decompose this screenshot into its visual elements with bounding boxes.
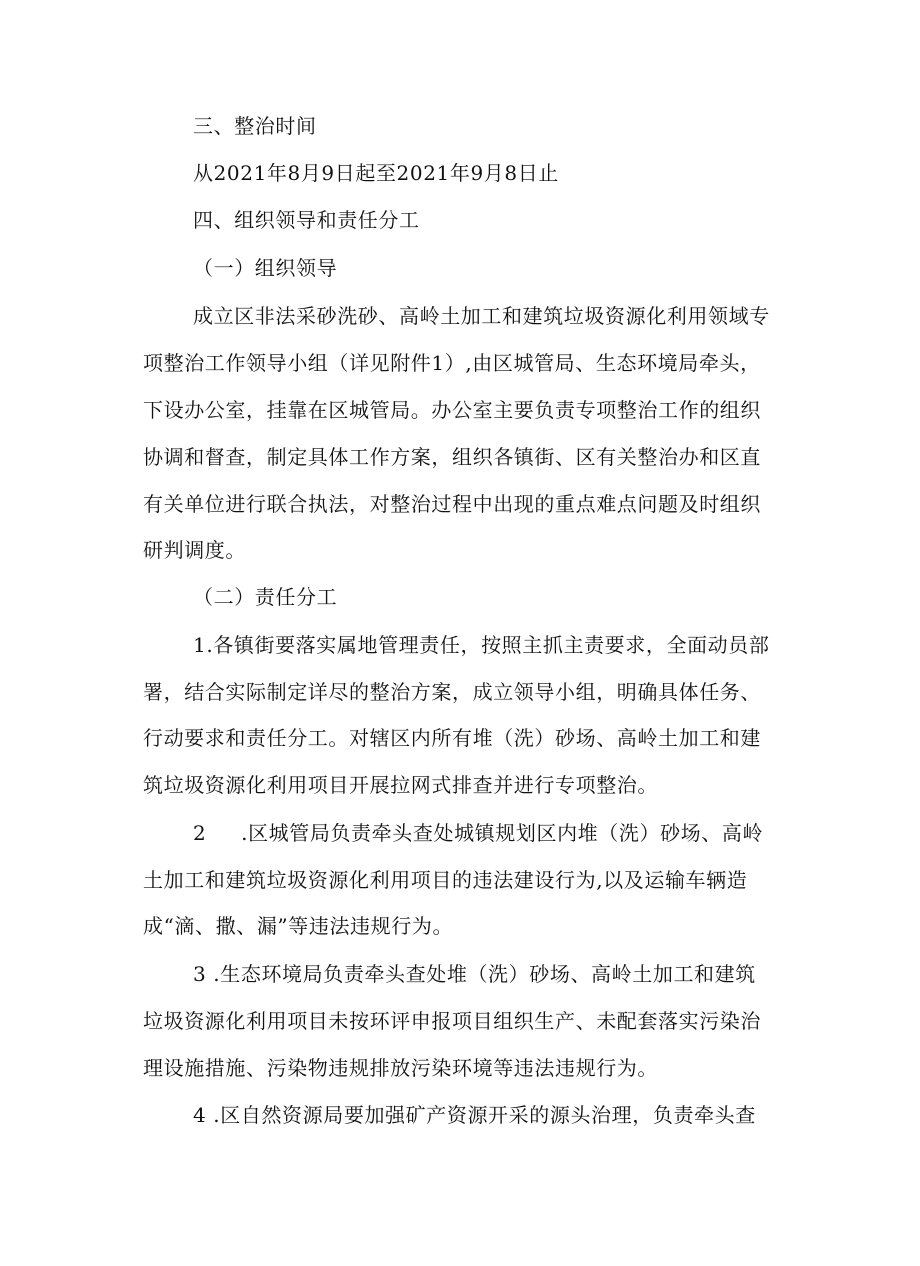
subsection-heading-2: （二）责任分工 bbox=[193, 585, 338, 609]
paragraph-line: 成立区非法采砂洗砂、高岭土加工和建筑垃圾资源化利用领域专 bbox=[193, 304, 770, 328]
section-heading-3: 三、整治时间 bbox=[193, 114, 317, 138]
paragraph-line: 1.各镇街要落实属地管理责任，按照主抓主责要求，全面动员部 bbox=[193, 633, 770, 657]
paragraph-line: 署，结合实际制定详尽的整治方案，成立领导小组，明确具体任务、 bbox=[143, 680, 761, 704]
paragraph-line: 协调和督查，制定具体工作方案，组织各镇街、区有关整治办和区直 bbox=[143, 445, 761, 469]
paragraph-line: 从2021年8月9日起至2021年9月8日止 bbox=[193, 161, 559, 185]
paragraph-line: 土加工和建筑垃圾资源化利用项目的违法建设行为,以及运输车辆造 bbox=[143, 868, 748, 892]
paragraph-line: 筑垃圾资源化利用项目开展拉网式排查并进行专项整治。 bbox=[143, 773, 658, 797]
subsection-heading-1: （一）组织领导 bbox=[193, 256, 338, 280]
paragraph-line: 有关单位进行联合执法，对整治过程中出现的重点难点问题及时组织 bbox=[143, 492, 761, 516]
paragraph-line: 2 .区城管局负责牵头查处城镇规划区内堆（洗）砂场、高岭 bbox=[193, 821, 764, 845]
paragraph-line: 行动要求和责任分工。对辖区内所有堆（洗）砂场、高岭土加工和建 bbox=[143, 726, 761, 750]
paragraph-line: 下设办公室，挂靠在区城管局。办公室主要负责专项整治工作的组织 bbox=[143, 398, 761, 422]
paragraph-line: 项整治工作领导小组（详见附件1）,由区城管局、生态环境局牵头， bbox=[143, 351, 761, 375]
section-heading-4: 四、组织领导和责任分工 bbox=[193, 208, 420, 232]
paragraph-line: 3 .生态环境局负责牵头查处堆（洗）砂场、高岭土加工和建筑 bbox=[193, 962, 756, 986]
paragraph-line: 理设施措施、污染物违规排放污染环境等违法违规行为。 bbox=[143, 1056, 658, 1080]
paragraph-line: 垃圾资源化利用项目未按环评申报项目组织生产、未配套落实污染治 bbox=[143, 1009, 761, 1033]
paragraph-line: 成“滴、撒、漏”等违法违规行为。 bbox=[143, 914, 454, 938]
paragraph-line: 研判调度。 bbox=[143, 538, 246, 562]
paragraph-line: 4 .区自然资源局要加强矿产资源开采的源头治理，负责牵头查 bbox=[193, 1103, 756, 1127]
